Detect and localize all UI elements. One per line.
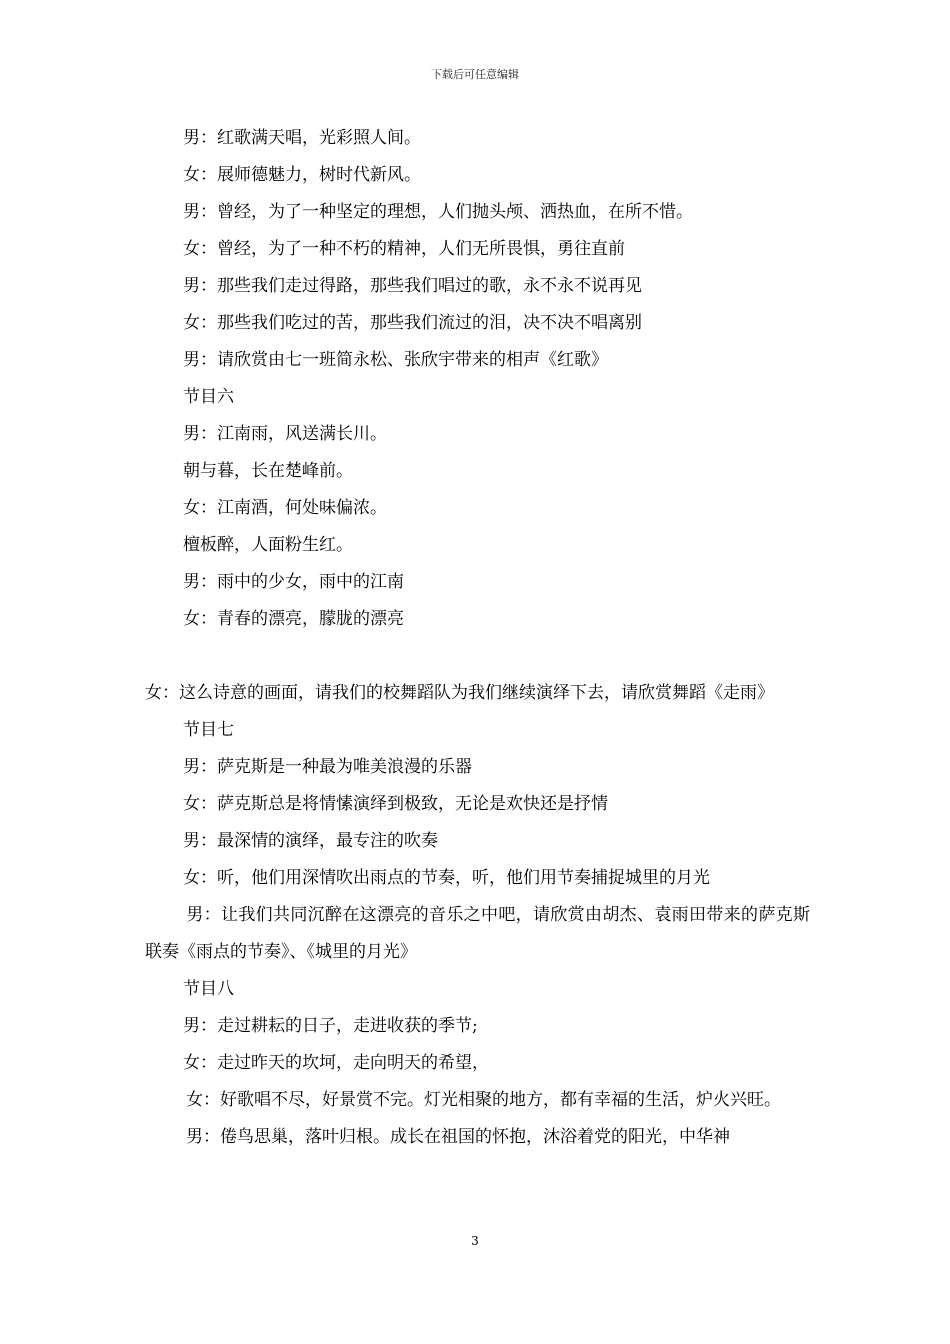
- paragraph: [145, 1082, 810, 1119]
- paragraph: 男：曾经，为了一种坚定的理想，人们抛头颅、洒热血，在所不惜。: [183, 202, 693, 222]
- paragraph: 女：那些我们吃过的苦，那些我们流过的泪，决不决不唱离别: [183, 313, 642, 333]
- paragraph: 女：曾经，为了一种不朽的精神，人们无所畏惧，勇往直前: [183, 239, 625, 259]
- paragraph-text: 女：这么诗意的画面，请我们的校舞蹈队为我们继续演绎下去，请欣赏舞蹈《走雨》: [145, 683, 774, 703]
- paragraph: 女：江南酒，何处味偏浓。: [183, 498, 387, 518]
- paragraph: 檀板醉，人面粉生红。: [183, 535, 353, 555]
- paragraph: 女：青春的漂亮，朦胧的漂亮: [183, 609, 404, 629]
- page-number: 3: [471, 1234, 479, 1248]
- paragraph: 男：那些我们走过得路，那些我们唱过的歌，永不永不说再见: [183, 276, 642, 296]
- paragraph: 男：请欣赏由七一班简永松、张欣宇带来的相声《红歌》: [183, 350, 608, 370]
- page-header: 下载后可任意编辑: [431, 68, 519, 81]
- paragraph-text: 女：好歌唱不尽，好景赏不完。灯光相聚的地方，都有幸福的生活，炉火兴旺。: [186, 1090, 781, 1110]
- section-heading: 节目六: [183, 387, 234, 407]
- paragraph: 女：听，他们用深情吹出雨点的节奏，听，他们用节奏捕捉城里的月光: [183, 868, 710, 888]
- paragraph: 男：最深情的演绎，最专注的吹奏: [183, 831, 438, 851]
- paragraph: 男：倦鸟思巢，落叶归根。成长在祖国的怀抱，沐浴着党的阳光，中华神: [186, 1127, 730, 1147]
- paragraph: 朝与暮，长在楚峰前。: [183, 461, 353, 481]
- paragraph: [145, 638, 810, 712]
- paragraph: 男：走过耕耘的日子，走进收获的季节;: [183, 1016, 478, 1036]
- paragraph: 男：萨克斯是一种最为唯美浪漫的乐器: [183, 757, 472, 777]
- section-heading: 节目八: [183, 979, 234, 999]
- paragraph: 女：走过昨天的坎坷，走向明天的希望，: [183, 1053, 489, 1073]
- paragraph: 女：展师德魅力，树时代新风。: [183, 165, 421, 185]
- section-heading: 节目七: [183, 720, 234, 740]
- paragraph: [145, 897, 810, 971]
- paragraph: 男：红歌满天唱，光彩照人间。: [183, 128, 421, 148]
- paragraph: 男：江南雨，风送满长川。: [183, 424, 387, 444]
- document-body: [145, 120, 810, 1156]
- paragraph: 女：萨克斯总是将情愫演绎到极致，无论是欢快还是抒情: [183, 794, 608, 814]
- paragraph: 男：雨中的少女，雨中的江南: [183, 572, 404, 592]
- paragraph-text: 男：让我们共同沉醉在这漂亮的音乐之中吧，请欣赏由胡杰、袁雨田带来的萨克斯联奏《雨点的节奏》、《城里的月光》: [145, 905, 810, 962]
